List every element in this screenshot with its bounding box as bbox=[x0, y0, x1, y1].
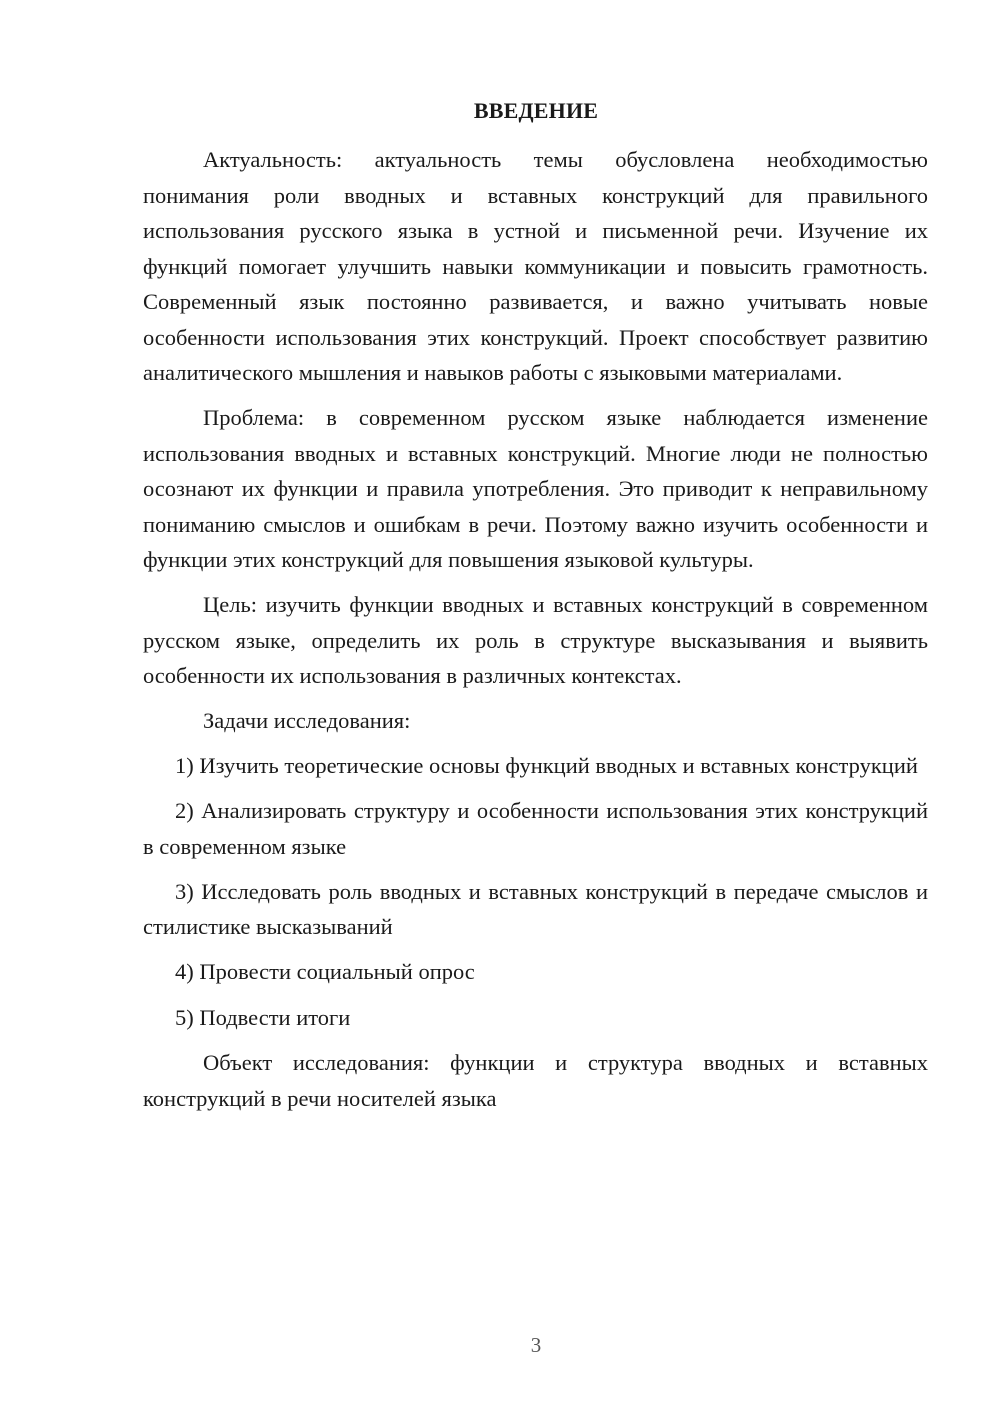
task-item-4: 4) Провести социальный опрос bbox=[175, 959, 475, 984]
page-number: 3 bbox=[530, 1333, 542, 1357]
page-title: ВВЕДЕНИЕ bbox=[473, 98, 599, 123]
task-item-2: 2) Анализировать структуру и особенности использования этих конструкций в современном языке bbox=[143, 798, 928, 859]
paragraph-goal: Цель: изучить функции вводных и вставных конструкций в современном русском языке, определить их роль в структуре высказывания и выявить особенности их использования в различных контекстах. bbox=[143, 592, 928, 688]
task-item-1: 1) Изучить теоретические основы функций вводных и вставных конструкций bbox=[175, 753, 918, 778]
document-body bbox=[143, 142, 928, 1126]
paragraph-tasks-heading: Задачи исследования: bbox=[203, 708, 411, 733]
task-item-5: 5) Подвести итоги bbox=[175, 1004, 351, 1030]
paragraph-problem: Проблема: в современном русском языке наблюдается изменение использования вводных и вставных конструкций. Многие люди не полностью осознают их функции и правила употребления. Это приводит к неправильному пониманию смыслов и ошибкам в речи. Поэтому важно изучить особенности и функции этих конструкций для повышения языковой культуры. bbox=[143, 405, 928, 572]
paragraph-relevance: Актуальность: актуальность темы обусловлена необходимостью понимания роли вводных и вставных конструкций для правильного использования русского языка в устной и письменной речи. Изучение их функций помогает улучшить навыки коммуникации и повысить грамотность. Современный язык постоянно развивается, и важно учитывать новые особенности использования этих конструкций. Проект способствует развитию аналитического мышления и навыков работы с языковыми материалами. bbox=[143, 147, 928, 385]
paragraph-object: Объект исследования: функции и структура вводных и вставных конструкций в речи носителей языка bbox=[143, 1050, 928, 1111]
task-item-3: 3) Исследовать роль вводных и вставных конструкций в передаче смыслов и стилистике высказываний bbox=[143, 878, 928, 939]
